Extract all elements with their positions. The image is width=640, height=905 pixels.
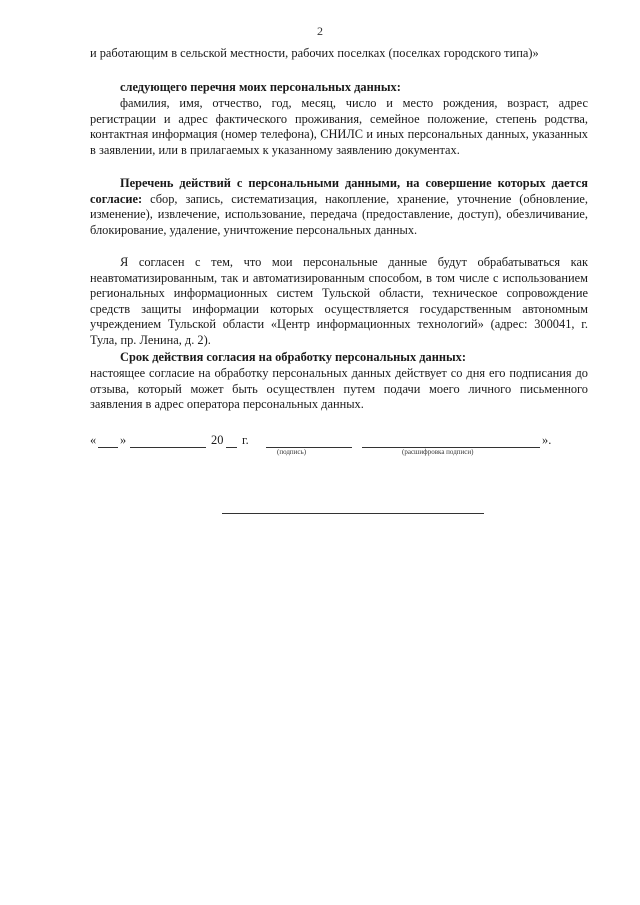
year-suffix: г.: [242, 433, 249, 447]
date-close-quote: »: [120, 433, 127, 447]
end-mark: ».: [542, 433, 552, 447]
signature-row: [90, 433, 588, 457]
actions-paragraph: [90, 176, 588, 238]
year-prefix: 20: [211, 433, 224, 447]
date-open-quote: «: [90, 433, 97, 447]
validity-heading: Срок действия согласия на обработку персональных данных:: [120, 350, 467, 364]
personal-data-list: фамилия, имя, отчество, год, месяц, число и место рождения, возраст, адрес регистрации и адрес фактического проживания, семейное положение, степень родства, контактная информация (номер телефона), СНИЛС и иных персональных данных, указанных в заявлении, или в прилагаемых к указанному заявлению документах.: [90, 96, 588, 157]
bottom-divider-line: [222, 513, 484, 514]
signature-caption: (подпись): [277, 448, 307, 456]
actions-heading: Перечень действий с персональными данными, на совершение которых дается согласие:: [90, 176, 588, 206]
validity-text: настоящее согласие на обработку персональных данных действует со дня его подписания до отзыва, который может быть осуществлен путем подачи моего личного письменного заявления в адрес оператора персональных данных.: [90, 366, 588, 412]
consent-paragraph: Я согласен с тем, что мои персональные данные будут обрабатываться как неавтоматизированным, так и автоматизированным способом, в том числе с использованием региональных информационных систем Тульской области, техническое сопровождение средств защиты информации которых осуществляется государственным автономным учреждением Тульской области «Центр информационных технологий» (адрес: 300041, г. Тула, пр. Ленина, д. 2).: [90, 255, 588, 347]
day-blank[interactable]: [98, 447, 118, 448]
personal-data-heading: следующего перечня моих персональных данных:: [120, 80, 401, 94]
paragraph-continuation: и работающим в сельской местности, рабочих поселках (поселках городского типа)»: [90, 46, 539, 60]
year-blank[interactable]: [226, 447, 237, 448]
actions-list: сбор, запись, систематизация, накопление, хранение, уточнение (обновление, изменение), извлечение, использование, передача (предоставление, доступ), обезличивание, блокирование, удаление, уничтожение персональных данных.: [90, 191, 588, 237]
page-number: 2: [317, 24, 323, 38]
decoding-caption: (расшифровка подписи): [402, 448, 474, 456]
month-blank[interactable]: [130, 447, 206, 448]
